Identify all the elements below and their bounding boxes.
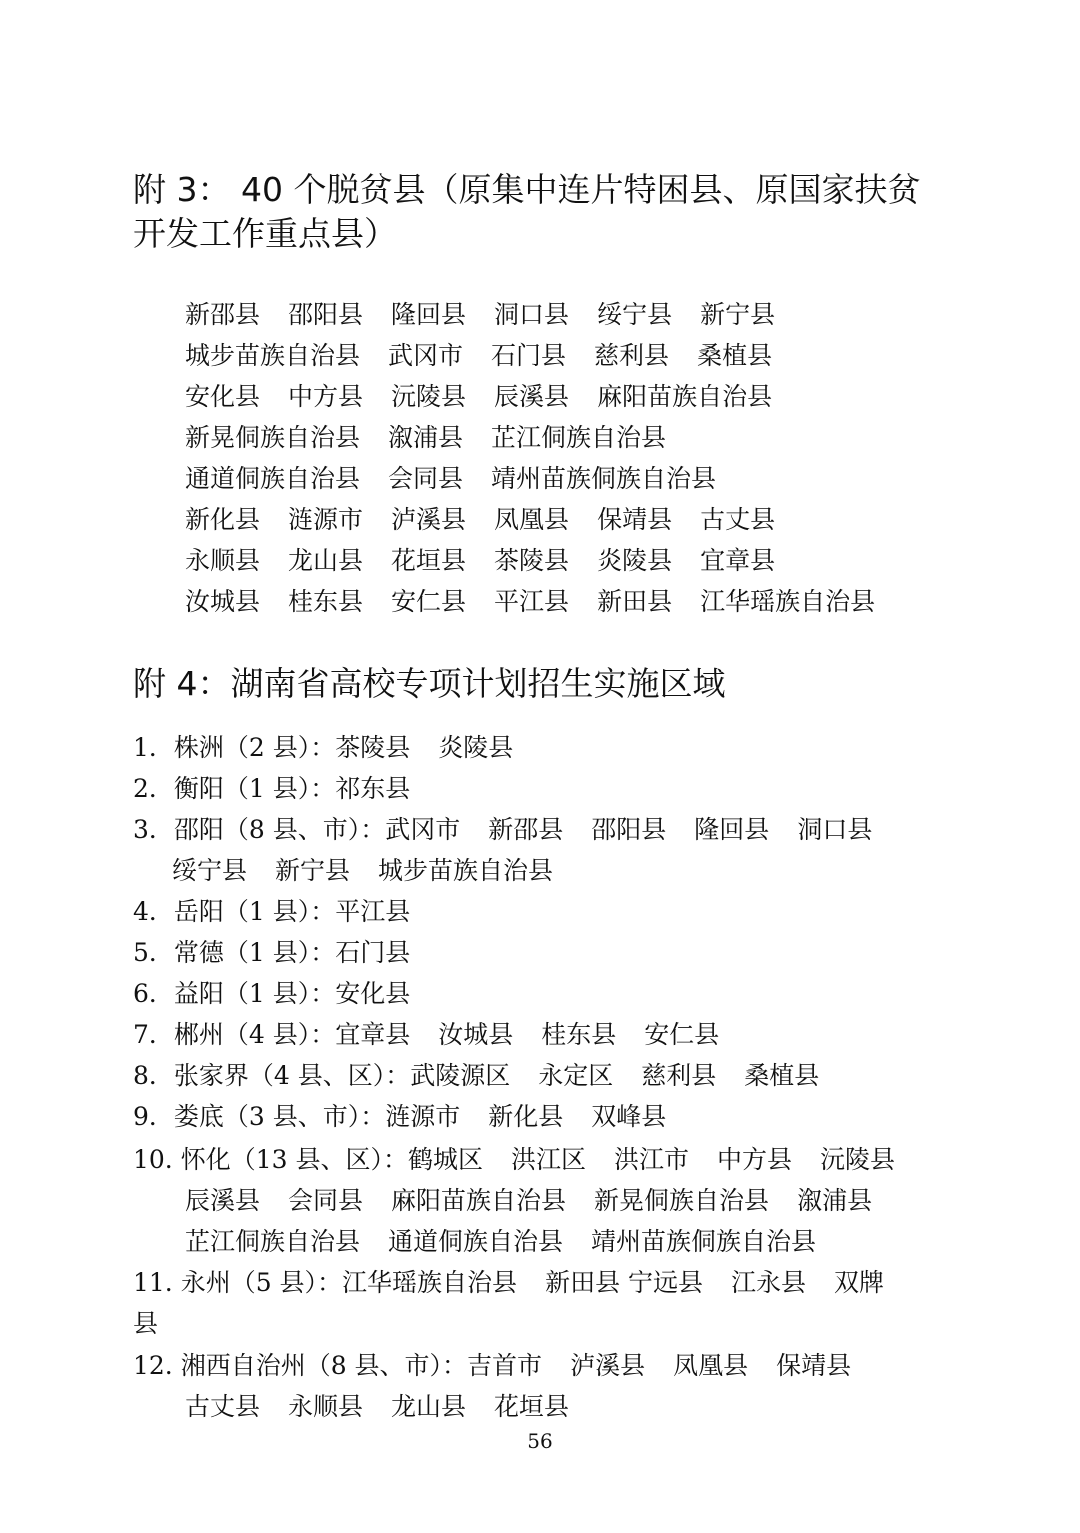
list-item: 6．益阳（1 县）：安化县 (133, 979, 411, 1008)
list-item: 慈利县 (641, 1061, 717, 1090)
region-line (133, 977, 410, 1011)
list-item: 辰溪县 (494, 382, 570, 411)
region-line (185, 1390, 569, 1424)
list-item: 3．邵阳（8 县、市）：武冈市 (133, 815, 461, 844)
list-item: 靖州苗族侗族自治县 (491, 464, 717, 493)
list-item: 洞口县 (494, 300, 570, 329)
list-item: 新晃侗族自治县 (185, 423, 361, 452)
list-item: 茶陵县 (494, 546, 570, 575)
list-item: 10. 怀化（13 县、区）：鹤城区 (133, 1145, 483, 1174)
list-item: 4．岳阳（1 县）：平江县 (133, 897, 411, 926)
list-item: 龙山县 (391, 1392, 467, 1421)
list-item: 江华瑶族自治县 (700, 587, 876, 616)
list-item: 安仁县 (644, 1020, 720, 1049)
list-item: 新邵县 (185, 300, 261, 329)
list-item: 8．张家界（4 县、区）：武陵源区 (133, 1061, 511, 1090)
list-item: 新邵县 (488, 815, 564, 844)
list-item: 武冈市 (388, 341, 464, 370)
region-line (133, 772, 410, 806)
list-item: 邵阳县 (591, 815, 667, 844)
list-item: 麻阳苗族自治县 (391, 1186, 567, 1215)
list-item: 隆回县 (694, 815, 770, 844)
list-item: 靖州苗族侗族自治县 (591, 1227, 817, 1256)
list-item: 城步苗族自治县 (185, 341, 361, 370)
list-item: 芷江侗族自治县 (491, 423, 667, 452)
list-item: 江永县 (731, 1268, 807, 1297)
list-item: 桂东县 (541, 1020, 617, 1049)
list-item: 炎陵县 (438, 733, 514, 762)
list-item: 绥宁县 (172, 856, 248, 885)
list-item: 绥宁县 (597, 300, 673, 329)
list-item: 沅陵县 (391, 382, 467, 411)
list-item: 12. 湘西自治州（8 县、市）：吉首市 (133, 1351, 543, 1380)
region-line (133, 1018, 719, 1052)
county-row (185, 339, 772, 373)
county-row (185, 462, 716, 496)
list-item: 新宁县 (700, 300, 776, 329)
list-item: 汝城县 (185, 587, 261, 616)
region-line (172, 854, 553, 888)
list-item: 会同县 (388, 464, 464, 493)
list-item: 洪江市 (613, 1145, 689, 1174)
list-item: 保靖县 (776, 1351, 852, 1380)
list-item: 城步苗族自治县 (378, 856, 554, 885)
list-item: 保靖县 (597, 505, 673, 534)
list-item: 泸溪县 (570, 1351, 646, 1380)
list-item: 桂东县 (288, 587, 364, 616)
list-item: 通道侗族自治县 (388, 1227, 564, 1256)
list-item: 7．郴州（4 县）：宜章县 (133, 1020, 411, 1049)
region-line (133, 731, 513, 765)
region-line (133, 813, 872, 847)
list-item: 平江县 (494, 587, 570, 616)
list-item: 新化县 (185, 505, 261, 534)
region-line (185, 1225, 816, 1259)
county-row (185, 585, 875, 619)
list-item: 邵阳县 (288, 300, 364, 329)
list-item: 1．株洲（2 县）：茶陵县 (133, 733, 411, 762)
list-item: 石门县 (491, 341, 567, 370)
list-item: 泸溪县 (391, 505, 467, 534)
list-item: 9．娄底（3 县、市）：涟源市 (133, 1102, 461, 1131)
list-item: 2．衡阳（1 县）：祁东县 (133, 774, 411, 803)
region-line (133, 1143, 895, 1177)
county-row (185, 421, 666, 455)
list-item: 炎陵县 (597, 546, 673, 575)
list-item: 新田县 (597, 587, 673, 616)
county-row (185, 380, 772, 414)
list-item: 中方县 (288, 382, 364, 411)
list-item: 古丈县 (185, 1392, 261, 1421)
county-row (185, 298, 775, 332)
list-item: 新晃侗族自治县 (594, 1186, 770, 1215)
region-line (133, 1059, 819, 1093)
list-item: 溆浦县 (388, 423, 464, 452)
list-item: 汝城县 (438, 1020, 514, 1049)
list-item: 桑植县 (744, 1061, 820, 1090)
list-item: 桑植县 (697, 341, 773, 370)
region-line (133, 1307, 158, 1341)
list-item: 双牌 (834, 1268, 885, 1297)
list-item: 沅陵县 (820, 1145, 896, 1174)
region-line (133, 1349, 851, 1383)
appendix4-title: 附 4：湖南省高校专项计划招生实施区域 (133, 664, 726, 703)
list-item: 新田县 宁远县 (545, 1268, 704, 1297)
appendix3-title-line2: 开发工作重点县） (133, 214, 397, 253)
region-line (133, 1100, 666, 1134)
list-item: 凤凰县 (494, 505, 570, 534)
county-row (185, 544, 775, 578)
list-item: 新化县 (488, 1102, 564, 1131)
list-item: 洪江区 (510, 1145, 586, 1174)
list-item: 古丈县 (700, 505, 776, 534)
list-item: 宜章县 (700, 546, 776, 575)
list-item: 中方县 (717, 1145, 793, 1174)
list-item: 洞口县 (797, 815, 873, 844)
list-item: 辰溪县 (185, 1186, 261, 1215)
region-line (185, 1184, 872, 1218)
list-item: 花垣县 (391, 546, 467, 575)
list-item: 安化县 (185, 382, 261, 411)
list-item: 慈利县 (594, 341, 670, 370)
region-line (133, 1266, 884, 1300)
list-item: 花垣县 (494, 1392, 570, 1421)
list-item: 双峰县 (591, 1102, 667, 1131)
list-item: 永定区 (538, 1061, 614, 1090)
list-item: 县 (133, 1309, 159, 1338)
region-line (133, 936, 410, 970)
page-number: 56 (527, 1429, 553, 1453)
list-item: 隆回县 (391, 300, 467, 329)
list-item: 5．常德（1 县）：石门县 (133, 938, 411, 967)
list-item: 芷江侗族自治县 (185, 1227, 361, 1256)
list-item: 凤凰县 (673, 1351, 749, 1380)
list-item: 麻阳苗族自治县 (597, 382, 773, 411)
list-item: 永顺县 (185, 546, 261, 575)
list-item: 安仁县 (391, 587, 467, 616)
list-item: 新宁县 (275, 856, 351, 885)
list-item: 溆浦县 (797, 1186, 873, 1215)
list-item: 永顺县 (288, 1392, 364, 1421)
appendix3-title-line1: 附 3： 40 个脱贫县（原集中连片特困县、原国家扶贫 (133, 170, 921, 209)
list-item: 通道侗族自治县 (185, 464, 361, 493)
list-item: 会同县 (288, 1186, 364, 1215)
list-item: 龙山县 (288, 546, 364, 575)
county-row (185, 503, 775, 537)
list-item: 涟源市 (288, 505, 364, 534)
list-item: 11. 永州（5 县）：江华瑶族自治县 (133, 1268, 518, 1297)
region-line (133, 895, 410, 929)
